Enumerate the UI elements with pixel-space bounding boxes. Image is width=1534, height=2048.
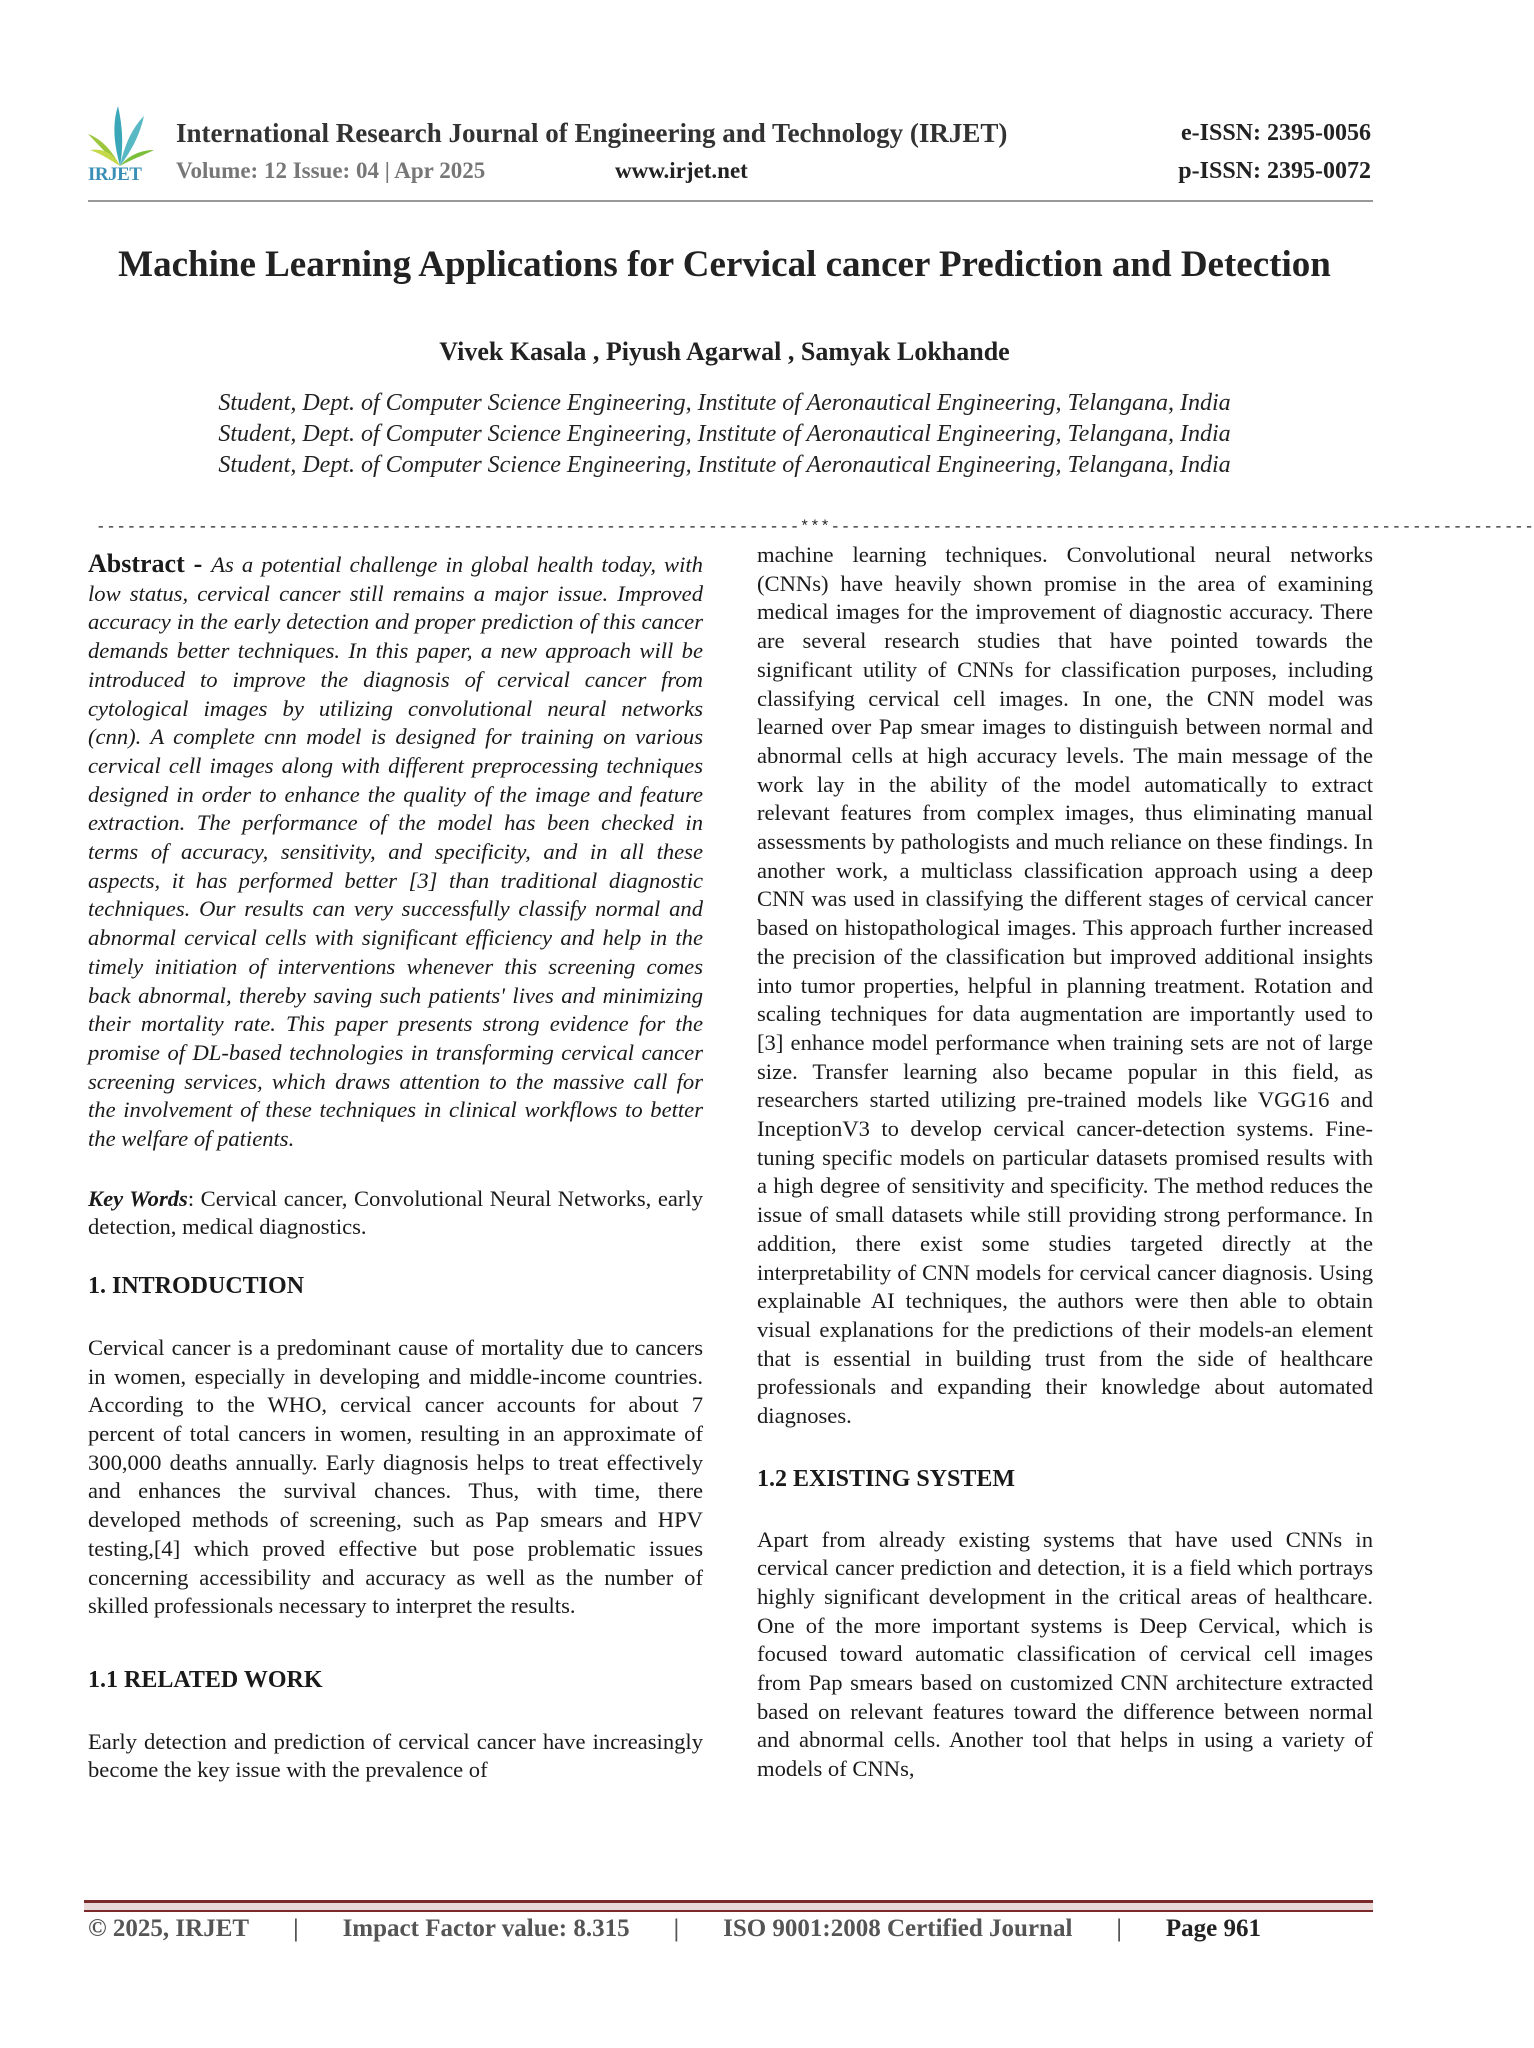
abstract: [88, 550, 703, 1154]
abstract-label: Abstract -: [88, 549, 212, 578]
footer-page-number: Page 961: [1165, 1915, 1262, 1942]
right-column: [757, 541, 1373, 1784]
pissn: p-ISSN: 2395-0072: [1178, 158, 1371, 184]
affiliation: Student, Dept. of Computer Science Engineering, Institute of Aeronautical Engineering, Telangana, India: [218, 452, 1231, 478]
intro-heading: 1. INTRODUCTION: [88, 1273, 305, 1300]
footer-separator: |: [673, 1915, 680, 1942]
affiliation: Student, Dept. of Computer Science Engineering, Institute of Aeronautical Engineering, Telangana, India: [218, 421, 1231, 447]
header-rule: [88, 200, 1373, 202]
related-work-heading: 1.1 RELATED WORK: [88, 1666, 323, 1693]
existing-system-text: Apart from already existing systems that have used CNNs in cervical cancer prediction and detection, it is a field which portrays highly significant development in the critical areas of healthcare. One of the more important systems is Deep Cervical, which is focused toward automatic classification of cervical cell images from Pap smears based on customized CNN architecture extracted based on relevant features toward the difference between normal and abnormal cells. Another tool that helps in using a variety of models of CNNs,: [757, 1526, 1373, 1782]
footer-copyright: © 2025, IRJET: [88, 1915, 250, 1942]
leaf-logo-icon: [84, 104, 156, 168]
eissn: e-ISSN: 2395-0056: [1181, 120, 1371, 146]
left-column: [88, 550, 703, 1785]
journal-name: International Research Journal of Engineering and Technology (IRJET): [176, 118, 1008, 148]
logo-text: IRJET: [88, 164, 142, 185]
keywords-text: : Cervical cancer, Convolutional Neural Networks, early detection, medical diagnostics.: [88, 1185, 703, 1240]
irjet-logo: [84, 104, 156, 194]
keywords: [88, 1185, 703, 1242]
keywords-label: Key Words: [88, 1185, 188, 1211]
paper-title: Machine Learning Applications for Cervical cancer Prediction and Detection: [118, 244, 1331, 285]
authors: Vivek Kasala , Piyush Agarwal , Samyak Lokhande: [439, 337, 1010, 366]
volume-issue: Volume: 12 Issue: 04 | Apr 2025: [176, 158, 486, 183]
affiliation: Student, Dept. of Computer Science Engineering, Institute of Aeronautical Engineering, Telangana, India: [218, 390, 1231, 416]
footer-rule: [84, 1900, 1373, 1912]
abstract-text: As a potential challenge in global health today, with low status, cervical cancer still remains a major issue. Improved accuracy in the early detection and proper prediction of this cancer demands better techniques. In this paper, a new approach will be introduced to improve the diagnosis of cervical cancer from cytological images by utilizing convolutional neural networks (cnn). A complete cnn model is designed for training on various cervical cell images along with different preprocessing techniques designed in order to enhance the quality of the image and feature extraction. The performance of the model has been checked in terms of accuracy, sensitivity, and specificity, and in all these aspects, it has performed better [3] than traditional diagnostic techniques. Our results can very successfully classify normal and abnormal cervical cells with significant efficiency and help in the timely initiation of interventions whenever this screening comes back abnormal, thereby saving such patients' lives and minimizing their mortality rate. This paper presents strong evidence for the promise of DL-based technologies in transforming cervical cancer screening services, which draws attention to the massive call for the involvement of these techniques in clinical workflows to better the welfare of patients.: [88, 552, 703, 1152]
intro-text: Cervical cancer is a predominant cause of mortality due to cancers in women, especially in developing and middle-income countries. According to the WHO, cervical cancer accounts for about 7 percent of total cancers in women, resulting in an approximate of 300,000 deaths annually. Early diagnosis helps to treat effectively and enhances the survival chances. Thus, with time, there developed methods of screening, such as Pap smears and HPV testing,[4] which proved effective but pose problematic issues concerning accessibility and accuracy as well as the number of skilled professionals necessary to interpret the results.: [88, 1334, 703, 1619]
existing-system-heading: 1.2 EXISTING SYSTEM: [757, 1465, 1016, 1492]
section-divider: ---------------------------------------------------------------------***---------------------------------------------------------------------: [96, 518, 1534, 536]
page-footer: [88, 1915, 1373, 1943]
footer-impact-factor: Impact Factor value: 8.315: [342, 1915, 630, 1942]
footer-separator: |: [293, 1915, 299, 1942]
footer-separator: |: [1116, 1915, 1122, 1942]
journal-website-link[interactable]: www.irjet.net: [615, 158, 748, 183]
related-work-text-continued: machine learning techniques. Convolutional neural networks (CNNs) have heavily shown promise in the area of examining medical images for the improvement of diagnostic accuracy. There are several research studies that have pointed towards the significant utility of CNNs for classification purposes, including classifying cervical cell images. In one, the CNN model was learned over Pap smear images to distinguish between normal and abnormal cells at high accuracy levels. The main message of the work lay in the ability of the model automatically to extract relevant features from complex images, thus eliminating manual assessments by pathologists and much reliance on these findings. In another work, a multiclass classification approach using a deep CNN was used in classifying the different stages of cervical cancer based on histopathological images. This approach further increased the precision of the classification but improved additional insights into tumor properties, helpful in planning treatment. Rotation and scaling techniques for data augmentation are importantly used to [3] enhance model performance when training sets are not of large size. Transfer learning also became popular in this field, as researchers started utilizing pre-trained models like VGG16 and InceptionV3 to develop cervical cancer-detection systems. Fine-tuning specific models on particular datasets promised results with a high degree of sensitivity and specificity. The method reduces the issue of small datasets while still providing strong performance. In addition, there exist some studies targeted directly at the interpretability of CNN models for cervical cancer diagnosis. Using explainable AI techniques, the authors were then able to obtain visual explanations for the predictions of their models-an element that is essential in building trust from the side of healthcare professionals and expanding their knowledge about automated diagnoses.: [757, 542, 1373, 1429]
footer-iso: ISO 9001:2008 Certified Journal: [723, 1915, 1073, 1942]
related-work-text: Early detection and prediction of cervical cancer have increasingly become the key issue with the prevalence of: [88, 1728, 703, 1783]
